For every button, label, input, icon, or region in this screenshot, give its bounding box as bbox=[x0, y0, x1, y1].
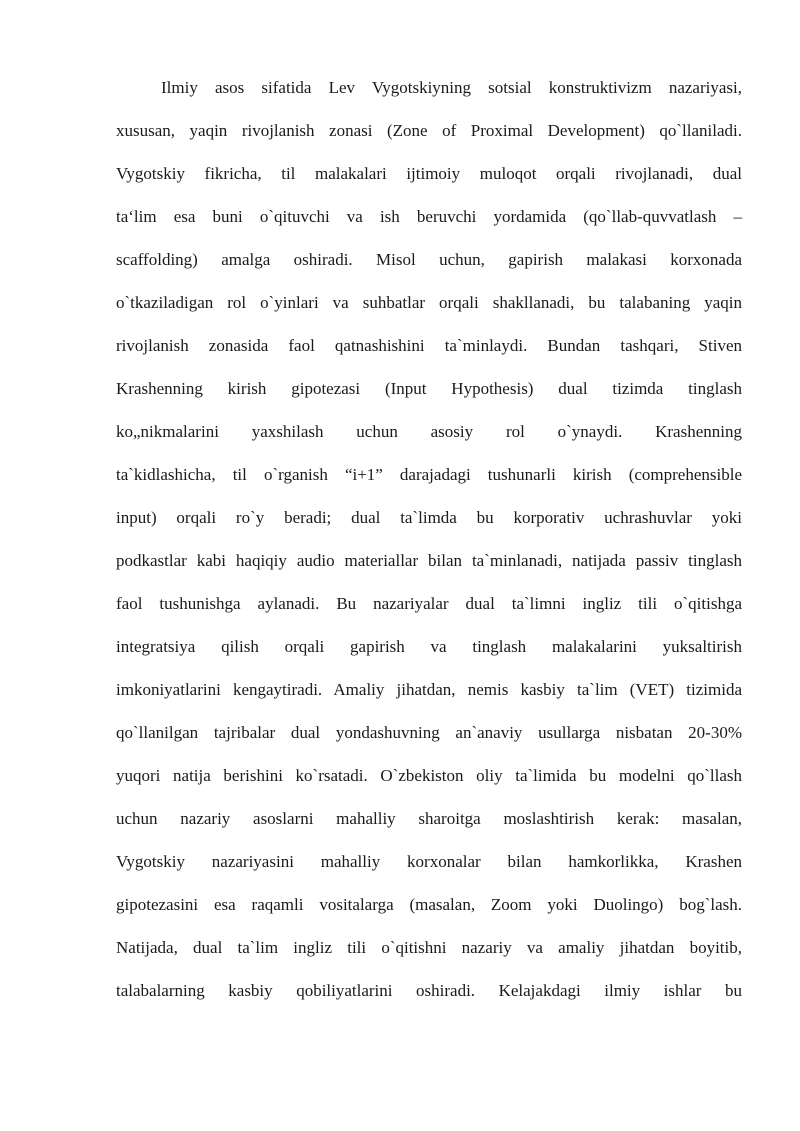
paragraph-line: ko„nikmalarini yaxshilash uchun asosiy rol o`ynaydi. Krashenning bbox=[116, 422, 742, 441]
paragraph-line: Ilmiy asos sifatida Lev Vygotskiyning sotsial konstruktivizm nazariyasi, bbox=[161, 78, 742, 97]
paragraph-line: ta`kidlashicha, til o`rganish “i+1” darajadagi tushunarli kirish (comprehensible bbox=[116, 465, 742, 484]
paragraph-line: o`tkaziladigan rol o`yinlari va suhbatlar orqali shakllanadi, bu talabaning yaqin bbox=[116, 293, 742, 312]
paragraph-line: imkoniyatlarini kengaytiradi. Amaliy jihatdan, nemis kasbiy ta`lim (VET) tizimida bbox=[116, 680, 742, 699]
paragraph-line: input) orqali ro`y beradi; dual ta`limda bu korporativ uchrashuvlar yoki bbox=[116, 508, 742, 527]
paragraph-line: qo`llanilgan tajribalar dual yondashuvning an`anaviy usullarga nisbatan 20-30% bbox=[116, 723, 742, 742]
paragraph-line: ta‘lim esa buni o`qituvchi va ish beruvchi yordamida (qo`llab-quvvatlash – bbox=[116, 207, 742, 226]
paragraph-line: faol tushunishga aylanadi. Bu nazariyalar dual ta`limni ingliz tili o`qitishga bbox=[116, 594, 742, 613]
paragraph-line: rivojlanish zonasida faol qatnashishini ta`minlaydi. Bundan tashqari, Stiven bbox=[116, 336, 742, 355]
body-paragraph bbox=[116, 70, 742, 1016]
paragraph-line: scaffolding) amalga oshiradi. Misol uchun, gapirish malakasi korxonada bbox=[116, 250, 742, 269]
paragraph-line: podkastlar kabi haqiqiy audio materiallar bilan ta`minlanadi, natijada passiv tinglash bbox=[116, 551, 742, 570]
paragraph-line: gipotezasini esa raqamli vositalarga (masalan, Zoom yoki Duolingo) bog`lash. bbox=[116, 895, 742, 914]
paragraph-line: Vygotskiy nazariyasini mahalliy korxonalar bilan hamkorlikka, Krashen bbox=[116, 852, 742, 871]
paragraph-line: yuqori natija berishini ko`rsatadi. O`zbekiston oliy ta`limida bu modelni qo`llash bbox=[116, 766, 742, 785]
paragraph-line: Natijada, dual ta`lim ingliz tili o`qitishni nazariy va amaliy jihatdan boyitib, bbox=[116, 938, 742, 957]
paragraph-line: Vygotskiy fikricha, til malakalari ijtimoiy muloqot orqali rivojlanadi, dual bbox=[116, 164, 742, 183]
paragraph-line: integratsiya qilish orqali gapirish va tinglash malakalarini yuksaltirish bbox=[116, 637, 742, 656]
paragraph-line: Krashenning kirish gipotezasi (Input Hypothesis) dual tizimda tinglash bbox=[116, 379, 742, 398]
paragraph-line: uchun nazariy asoslarni mahalliy sharoitga moslashtirish kerak: masalan, bbox=[116, 809, 742, 828]
paragraph-line: xususan, yaqin rivojlanish zonasi (Zone of Proximal Development) qo`llaniladi. bbox=[116, 121, 742, 140]
paragraph-line: talabalarning kasbiy qobiliyatlarini oshiradi. Kelajakdagi ilmiy ishlar bu bbox=[116, 981, 742, 1000]
